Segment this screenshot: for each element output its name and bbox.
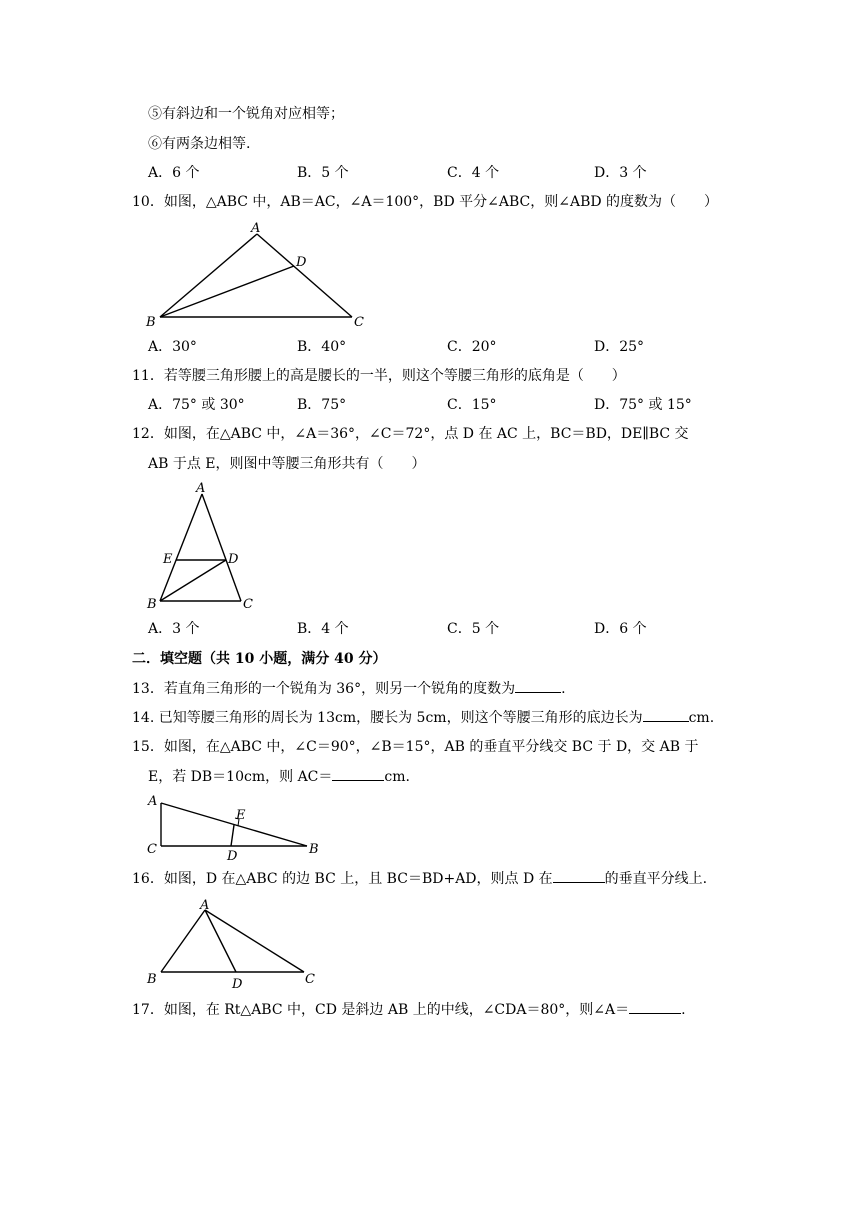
q11-option-c: C．15° bbox=[447, 397, 497, 413]
q15-stem-line1: 15．如图，在△ABC 中，∠C＝90°，∠B＝15°，AB 的垂直平分线交 BC 于 D，交 AB 于 bbox=[132, 739, 699, 755]
q10-label-d: D bbox=[296, 255, 307, 270]
q12-option-d: D．6 个 bbox=[594, 621, 647, 637]
q9-option-d: D．3 个 bbox=[594, 165, 647, 181]
q17-stem bbox=[132, 999, 686, 1020]
q16-text: 16．如图，D 在△ABC 的边 BC 上，且 BC＝BD+AD，则点 D 在 bbox=[132, 871, 553, 887]
q12-stem-line2: AB 于点 E，则图中等腰三角形共有（ ） bbox=[148, 456, 426, 472]
q10-label-a: A bbox=[251, 221, 261, 236]
q10-label-c: C bbox=[354, 315, 364, 330]
q15-label-d: D bbox=[227, 849, 238, 864]
q12-option-b: B．4 个 bbox=[297, 621, 349, 637]
q9-item-6: ⑥有两条边相等. bbox=[148, 136, 251, 152]
q16-end: 的垂直平分线上. bbox=[604, 871, 708, 887]
q10-stem: 10．如图，△ABC 中，AB＝AC，∠A＝100°，BD 平分∠ABC，则∠ABD 的度数为（ ） bbox=[132, 194, 719, 210]
q11-stem: 11．若等腰三角形腰上的高是腰长的一半，则这个等腰三角形的底角是（ ） bbox=[132, 368, 626, 384]
q15-label-b: B bbox=[309, 842, 319, 857]
q13-end: . bbox=[561, 681, 566, 697]
q11-option-d: D．75° 或 15° bbox=[594, 397, 692, 413]
q9-item-5: ⑤有斜边和一个锐角对应相等； bbox=[148, 106, 344, 122]
q11-option-a: A．75° 或 30° bbox=[148, 397, 245, 413]
q9-option-c: C．4 个 bbox=[447, 165, 500, 181]
q17-end: . bbox=[681, 1002, 686, 1018]
q12-label-d: D bbox=[228, 552, 239, 567]
q12-option-c: C．5 个 bbox=[447, 621, 500, 637]
q15-label-a: A bbox=[148, 794, 158, 809]
q16-label-d: D bbox=[232, 977, 243, 992]
q10-label-b: B bbox=[146, 315, 156, 330]
q11-option-b: B．75° bbox=[297, 397, 347, 413]
q15-label-e: E bbox=[236, 808, 246, 823]
q12-label-b: B bbox=[147, 597, 157, 612]
q14-text: 14. 已知等腰三角形的周长为 13cm，腰长为 5cm，则这个等腰三角形的底边长为 bbox=[132, 710, 643, 726]
section-heading-fill-in: 二．填空题（共 10 小题，满分 40 分） bbox=[132, 651, 387, 667]
q16-label-a: A bbox=[200, 898, 210, 913]
q15-text: E，若 DB＝10cm，则 AC＝ bbox=[148, 769, 333, 785]
q16-label-b: B bbox=[147, 972, 157, 987]
q12-label-e: E bbox=[163, 552, 173, 567]
q9-option-b: B．5 个 bbox=[297, 165, 349, 181]
q9-option-a: A．6 个 bbox=[148, 165, 200, 181]
q13-text: 13．若直角三角形的一个锐角为 36°，则另一个锐角的度数为 bbox=[132, 681, 516, 697]
q16-label-c: C bbox=[305, 972, 315, 987]
q12-label-a: A bbox=[196, 481, 206, 496]
q12-stem-line1: 12．如图，在△ABC 中，∠A＝36°，∠C＝72°，点 D 在 AC 上，BC＝BD，DE∥BC 交 bbox=[132, 426, 689, 442]
q15-end: cm. bbox=[384, 769, 410, 785]
q12-option-a: A．3 个 bbox=[148, 621, 200, 637]
q10-option-b: B．40° bbox=[297, 339, 347, 355]
q10-option-a: A．30° bbox=[148, 339, 197, 355]
q12-label-c: C bbox=[243, 597, 253, 612]
q15-label-c: C bbox=[147, 842, 157, 857]
q10-option-c: C．20° bbox=[447, 339, 497, 355]
q17-text: 17．如图，在 Rt△ABC 中，CD 是斜边 AB 上的中线，∠CDA＝80°，则∠A＝ bbox=[132, 1002, 630, 1018]
q14-end: cm. bbox=[688, 710, 715, 726]
q17-answer-blank[interactable] bbox=[629, 999, 681, 1014]
q10-option-d: D．25° bbox=[594, 339, 645, 355]
